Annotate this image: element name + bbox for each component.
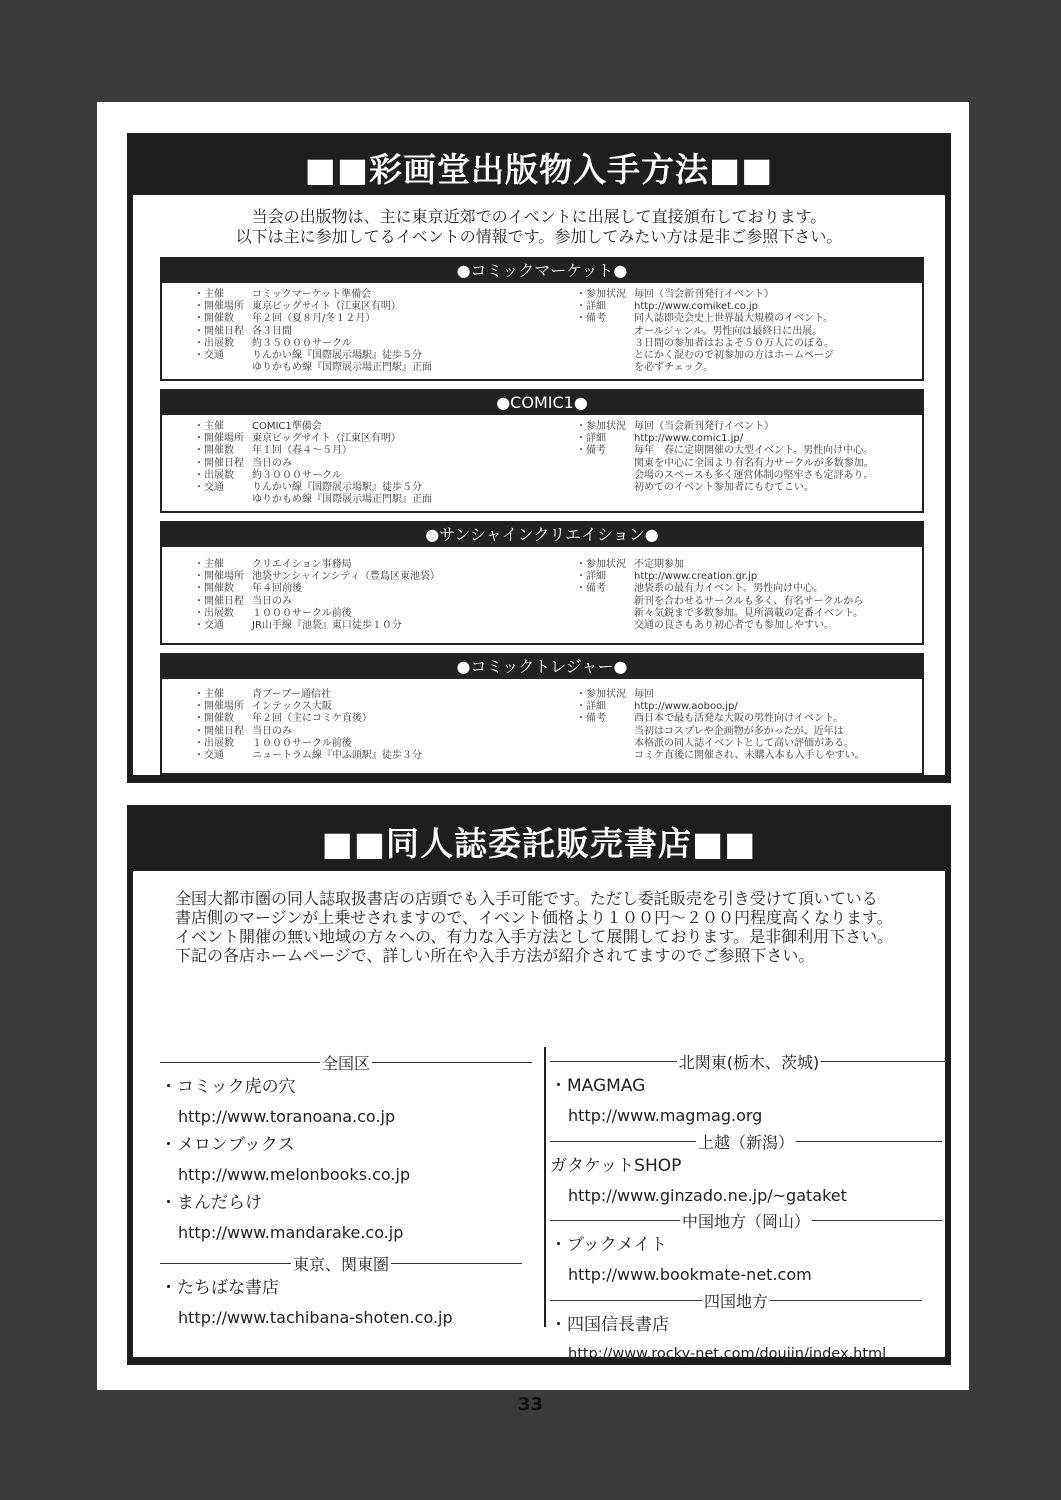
intro-line: 下記の各店ホームページで、詳しい所在や入手方法が紹介されてますのでご参照下さい。 (175, 946, 815, 965)
detail-label (576, 470, 634, 482)
detail-value: とにかく混むので初参加の方はホームページ (634, 350, 834, 362)
detail-label: ・出展数 (194, 607, 234, 619)
event-details-left (194, 559, 440, 632)
detail-label: ・詳細 (576, 701, 606, 713)
detail-value: 当日のみ (252, 725, 292, 737)
detail-label: ・備考 (576, 583, 606, 595)
detail-label: ・出展数 (194, 469, 234, 481)
event-info-box (133, 195, 945, 775)
detail-value: りんかい線『国際展示場駅』徒歩５分 (252, 482, 422, 494)
detail-label: ・備考 (576, 313, 606, 325)
event-details-left (194, 689, 422, 762)
detail-label: ・開催場所 (194, 301, 244, 313)
detail-label: ・交通 (194, 620, 224, 632)
detail-value: 関東を中心に全国より有名有力サークルが多数参加。 (634, 457, 874, 469)
detail-url[interactable]: http://www.creation.gr.jp (634, 571, 758, 583)
shop-name: ・たちばな書店 (160, 1278, 279, 1298)
detail-label: ・詳細 (576, 571, 606, 583)
detail-value: コミケ直後に開催され、未購入本も入手しやすい。 (634, 750, 865, 762)
intro-line: 当会の出版物は、主に東京近郊でのイベントに出展して直接頒布しております。 (251, 207, 827, 226)
detail-value: インテックス大阪 (252, 701, 332, 713)
shops-intro (175, 889, 935, 965)
detail-label: ・主催 (194, 289, 224, 300)
detail-label: ・開催日程 (194, 457, 244, 469)
detail-value: 交通の良さもあり初心者でも参加しやすい。 (634, 620, 834, 632)
event-details-left (194, 421, 432, 506)
group-heading-label: 北関東(栃木、茨城) (678, 1052, 820, 1072)
detail-value: 年１回（春４～５月） (252, 445, 352, 457)
detail-value: 東京ビッグサイト（江東区有明） (252, 433, 401, 445)
shop-name: ・メロンブックス (160, 1135, 295, 1155)
detail-label: ・開催数 (194, 313, 234, 325)
detail-value: 同人誌即売会史上世界最大規模のイベント。 (634, 313, 834, 325)
detail-value: ゆりかもめ線『国際展示場正門駅』正面 (252, 494, 432, 506)
detail-label: ・出展数 (194, 737, 234, 749)
group-heading-label: 上越（新潟） (698, 1132, 795, 1152)
shop-url[interactable]: http://www.mandarake.co.jp (178, 1223, 404, 1242)
detail-value: 池袋サンシャインシティ（豊島区東池袋） (252, 571, 440, 583)
event-details-left (194, 289, 432, 374)
shop-group-joetsu (550, 1130, 942, 1210)
detail-value: １０００サークル前後 (252, 737, 352, 749)
intro-line: 全国大都市圏の同人誌取扱書店の店頭でも入手可能です。ただし委託販売を引き受けて頂いている (175, 889, 878, 908)
detail-label: ・参加状況 (576, 559, 626, 570)
section-title: ■■同人誌委託販売書店■■ (321, 824, 757, 863)
detail-label (576, 350, 634, 362)
detail-label (194, 494, 252, 506)
group-heading-label: 全国区 (322, 1053, 371, 1073)
detail-value: オールジャンル。男性向は最終日に出展。 (634, 325, 823, 337)
shop-name: ガタケットSHOP (550, 1156, 682, 1176)
shops-box (133, 871, 945, 1362)
detail-value: 会場のスペースも多く運営体制の堅牢さも定評あり。 (634, 469, 874, 481)
group-heading-label: 四国地方 (704, 1291, 769, 1311)
detail-value: ゆりかもめ線『国際展示場正門駅』正面 (252, 362, 432, 374)
shop-url[interactable]: http://www.tachibana-shoten.co.jp (178, 1308, 453, 1327)
detail-label: ・開催場所 (194, 571, 244, 583)
shop-url[interactable]: http://www.melonbooks.co.jp (178, 1165, 411, 1184)
event-info-section (127, 133, 951, 783)
shop-group-nationwide (160, 1051, 532, 1247)
detail-value: 不定期参加 (634, 559, 684, 570)
detail-value: 本格派の同人誌イベントとして高い評価がある。 (634, 737, 854, 749)
detail-url[interactable]: http://www.aoboo.jp/ (634, 701, 738, 713)
detail-value: 毎年 春に定期開催の大型イベント。男性向け中心。 (634, 445, 874, 457)
detail-label: ・開催日程 (194, 325, 244, 337)
detail-label: ・開催場所 (194, 701, 244, 713)
page-number: 33 (517, 1394, 544, 1415)
shop-name: ・MAGMAG (550, 1076, 646, 1096)
detail-value: コミックマーケット準備会 (252, 289, 372, 300)
shop-name: ・四国信長書店 (550, 1315, 669, 1335)
detail-label: ・備考 (576, 713, 606, 725)
detail-label: ・参加状況 (576, 421, 626, 432)
detail-label (194, 362, 252, 374)
detail-label: ・開催日程 (194, 725, 244, 737)
intro-line: 以下は主に参加してるイベントの情報です。参加してみたい方は是非ご参照下さい。 (235, 227, 843, 246)
detail-label (576, 338, 634, 350)
detail-value: 毎回（当会新刊発行イベント） (634, 289, 774, 300)
detail-value: 約３０００サークル (252, 469, 342, 481)
detail-label: ・主催 (194, 421, 224, 432)
group-heading (550, 1289, 922, 1311)
detail-value: りんかい線『国際展示場駅』徒歩５分 (252, 350, 422, 362)
group-heading (550, 1050, 948, 1072)
column-divider (544, 1047, 546, 1327)
detail-label: ・備考 (576, 445, 606, 457)
detail-value: 新々気鋭まで多数参加。見所満載の定番イベント。 (634, 607, 864, 619)
detail-label (576, 620, 634, 632)
detail-value: 新刊を合わせるサークルも多く、有名サークルから (634, 595, 864, 607)
shop-name: ・コミック虎の穴 (160, 1077, 296, 1097)
event-name: ●COMIC1● (162, 391, 922, 415)
shop-url[interactable]: http://www.toranoana.co.jp (178, 1107, 396, 1126)
detail-label (576, 726, 634, 738)
event-name: ●サンシャインクリエイション● (162, 523, 922, 547)
detail-value: 約３５０００サークル (252, 337, 352, 349)
event-name: ●コミックマーケット● (162, 259, 922, 283)
shop-name: ・ブックメイト (550, 1235, 668, 1255)
detail-label: ・主催 (194, 689, 224, 700)
detail-value: 東京ビッグサイト（江東区有明） (252, 301, 401, 313)
shop-url[interactable]: http://www.ginzado.ne.jp/~gataket (568, 1186, 847, 1205)
detail-label: ・開催日程 (194, 595, 244, 607)
detail-label: ・開催数 (194, 583, 234, 595)
detail-value: 当日のみ (252, 457, 292, 469)
shop-group-shikoku (550, 1289, 922, 1369)
detail-label: ・参加状況 (576, 289, 626, 300)
detail-label (576, 596, 634, 608)
detail-label (576, 608, 634, 620)
detail-label: ・主催 (194, 559, 224, 570)
detail-value: クリエイション事務局 (252, 559, 352, 570)
detail-value: ニュートラム線『中ふ頭駅』徒歩３分 (252, 750, 422, 762)
shop-url[interactable]: http://www.rocky-net.com/doujin/index.html (568, 1346, 887, 1362)
detail-value: 当日のみ (252, 595, 292, 607)
detail-value: 年２回（夏８月/冬１２月） (252, 313, 376, 325)
detail-label (576, 326, 634, 338)
detail-value: 年４回前後 (252, 583, 302, 595)
consignment-shops-section (127, 805, 951, 1365)
detail-label (576, 362, 634, 374)
event-details-right (576, 289, 834, 374)
detail-value: 初めてのイベント参加者にもむてこい。 (634, 482, 814, 494)
detail-value: 各３日間 (252, 325, 292, 337)
detail-value: 毎回（当会新刊発行イベント） (634, 421, 774, 432)
event-intro (133, 207, 945, 247)
detail-label (576, 738, 634, 750)
detail-label: ・開催数 (194, 445, 234, 457)
detail-value: 当初はコスプレや企画物が多かったが、近年は (634, 725, 844, 737)
detail-label: ・開催場所 (194, 433, 244, 445)
event-details-right (576, 689, 865, 762)
detail-label: ・開催数 (194, 713, 234, 725)
event-details-right (576, 559, 863, 632)
detail-value: 青ブーブー通信社 (252, 689, 331, 700)
detail-value: JR山手線『池袋』東口徒歩１０分 (252, 620, 402, 632)
intro-line: 書店側のマージンが上乗せされますので、イベント価格より１００円～２００円程度高くなります。 (175, 908, 893, 927)
event-name: ●コミックトレジャー● (162, 655, 922, 679)
group-heading-label: 東京、関東圏 (293, 1254, 390, 1274)
detail-label: ・交通 (194, 482, 224, 494)
group-heading (550, 1209, 942, 1231)
event-card-comic1 (160, 389, 924, 513)
detail-value: を必ずチェック。 (634, 362, 714, 374)
detail-value: 西日本で最も活発な大阪の男性向けイベント。 (634, 713, 844, 725)
detail-value: 毎回 (634, 689, 654, 700)
detail-url[interactable]: http://www.comic1.jp/ (634, 433, 744, 445)
event-card-comiket (160, 257, 924, 381)
shop-group-tokyo-kanto (160, 1252, 522, 1332)
event-card-creation (160, 521, 924, 645)
detail-label: ・参加状況 (576, 689, 626, 700)
detail-label: ・詳細 (576, 433, 606, 445)
detail-value: ３日間の参加者はおよそ５０万人にのぼる。 (634, 337, 834, 349)
detail-label: ・交通 (194, 750, 224, 762)
section-title: ■■彩画堂出版物入手方法■■ (304, 150, 774, 189)
shop-url[interactable]: http://www.magmag.org (568, 1106, 763, 1125)
event-card-comic-treasure (160, 653, 924, 775)
shop-url[interactable]: http://www.bookmate-net.com (568, 1265, 812, 1284)
event-details-right (576, 421, 874, 494)
detail-label (576, 482, 634, 494)
detail-value: １０００サークル前後 (252, 607, 352, 619)
detail-value: 年２回（主にコミケ直後） (252, 713, 372, 725)
group-heading (550, 1130, 942, 1152)
detail-value: COMIC1準備会 (252, 421, 322, 432)
group-heading (160, 1252, 522, 1274)
shop-group-kita-kanto (550, 1050, 948, 1130)
shop-group-chugoku (550, 1209, 942, 1289)
detail-label (576, 750, 634, 762)
detail-value: 池袋系の最有力イベント。男性向け中心。 (634, 583, 824, 595)
shop-name: ・まんだらけ (160, 1193, 262, 1213)
group-heading-label: 中国地方（岡山） (682, 1211, 811, 1231)
intro-line: イベント開催の無い地域の方々への、有力な入手方法として展開しております。是非御利用下さい。 (175, 927, 894, 946)
group-heading (160, 1051, 532, 1073)
detail-label (576, 458, 634, 470)
detail-label: ・出展数 (194, 337, 234, 349)
detail-label: ・詳細 (576, 301, 606, 313)
detail-url[interactable]: http://www.comiket.co.jp (634, 301, 758, 313)
detail-label: ・交通 (194, 350, 224, 362)
